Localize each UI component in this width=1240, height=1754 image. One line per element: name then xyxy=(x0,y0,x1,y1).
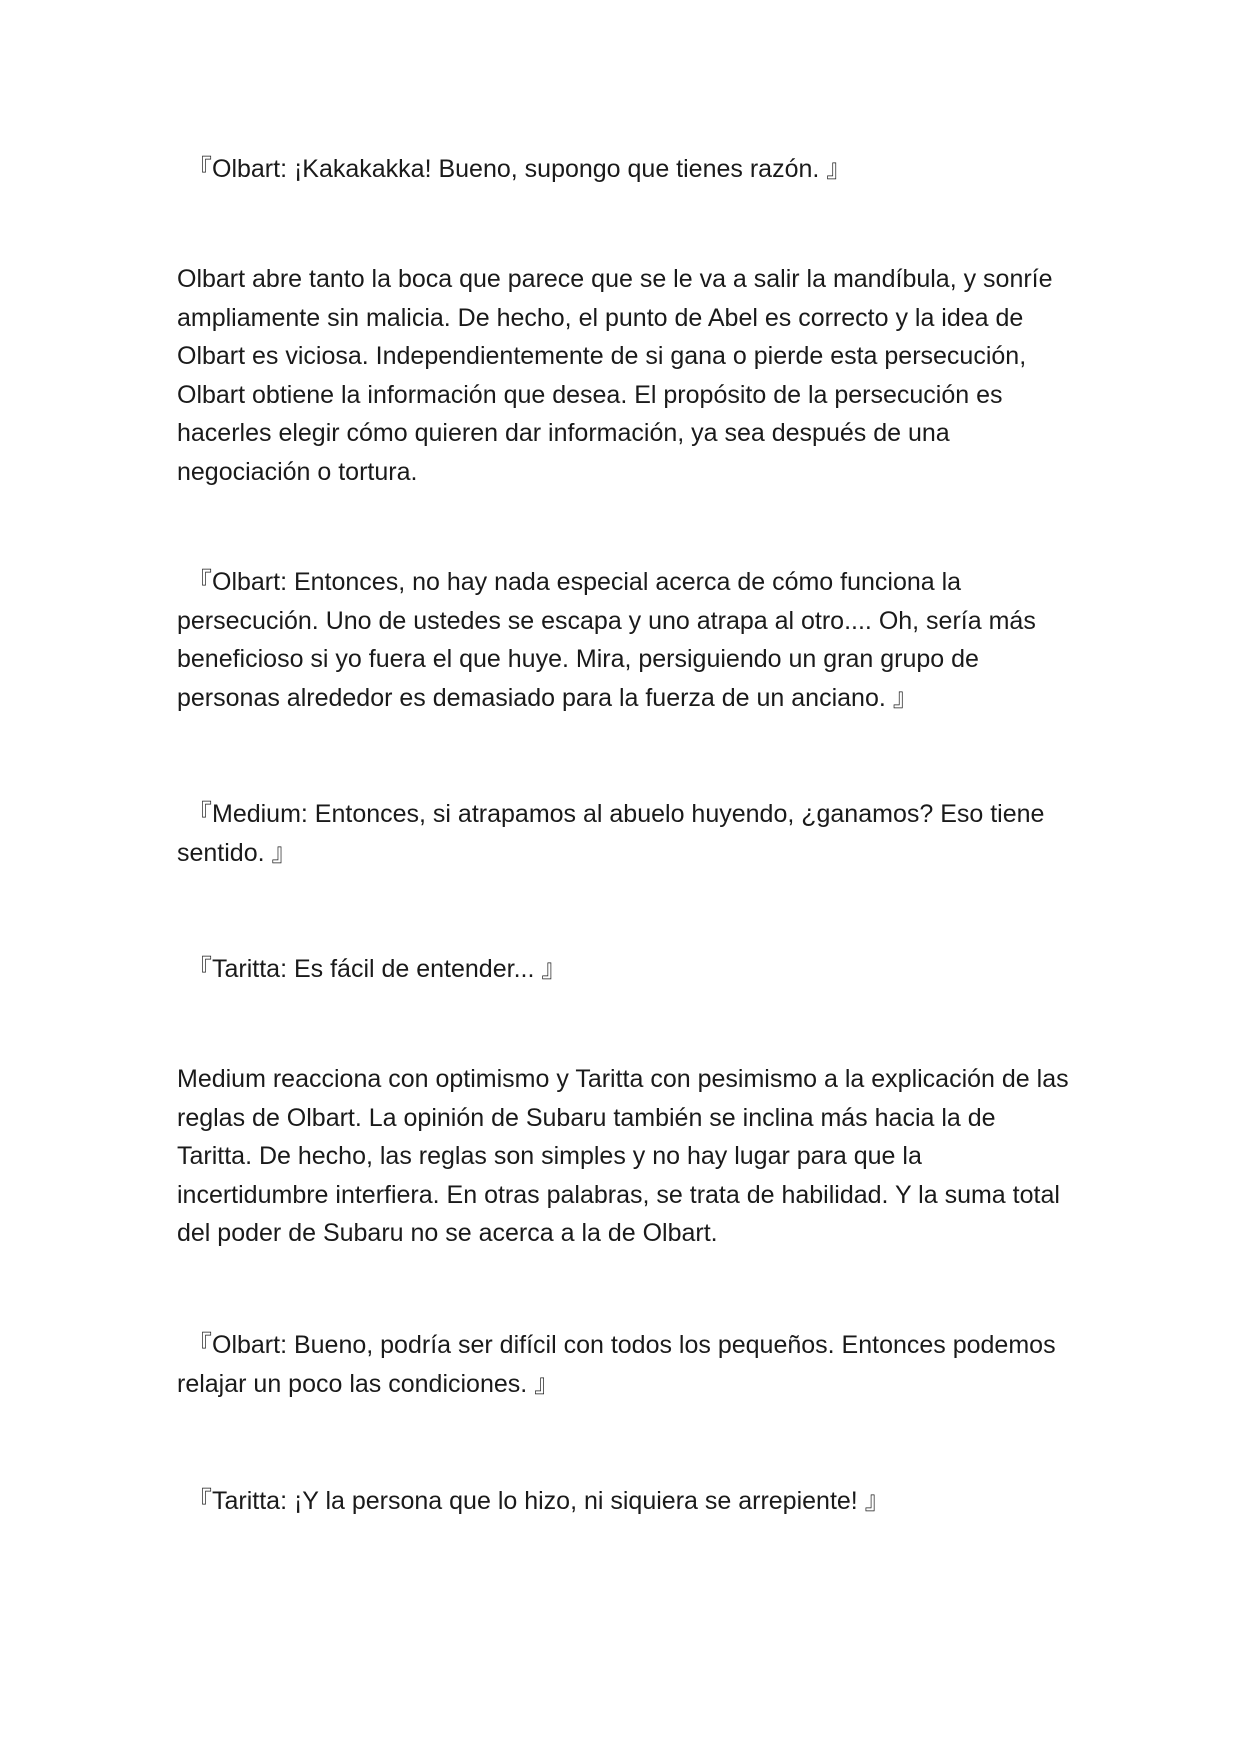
dialogue-paragraph: 『Taritta: Es fácil de entender... 』 xyxy=(187,955,567,983)
narration-paragraph: Medium reacciona con optimismo y Taritta con pesimismo a la explicación de las reglas de Olbart. La opinión de Subaru también se inclina más hacia la de Taritta. De hecho, las reglas son simples y no hay lugar para que la incertidumbre interfiera. En otras palabras, se trata de habilidad. Y la suma total del poder de Subaru no se acerca a la de Olbart. xyxy=(177,1065,1069,1247)
narration-paragraph: Olbart abre tanto la boca que parece que se le va a salir la mandíbula, y sonríe ampliamente sin malicia. De hecho, el punto de Abel es correcto y la idea de Olbart es viciosa. Independientemente de si gana o pierde esta persecución, Olbart obtiene la información que desea. El propósito de la persecución es hacerles elegir cómo quieren dar información, ya sea después de una negociación o tortura. xyxy=(177,265,1053,486)
dialogue-paragraph: 『Taritta: ¡Y la persona que lo hizo, ni siquiera se arrepiente! 』 xyxy=(187,1487,890,1515)
dialogue-paragraph: 『Olbart: Entonces, no hay nada especial acerca de cómo funciona la persecución. Uno de ustedes se escapa y uno atrapa al otro.... Oh, sería más beneficioso si yo fuera el que huye. Mira, persiguiendo un gran grupo de personas alrededor es demasiado para la fuerza de un anciano. 』 xyxy=(177,568,1036,712)
dialogue-paragraph: 『Olbart: Bueno, podría ser difícil con todos los pequeños. Entonces podemos relajar un poco las condiciones. 』 xyxy=(177,1331,1056,1398)
dialogue-paragraph: 『Olbart: ¡Kakakakka! Bueno, supongo que tienes razón. 』 xyxy=(187,155,852,183)
dialogue-paragraph: 『Medium: Entonces, si atrapamos al abuelo huyendo, ¿ganamos? Eso tiene sentido. 』 xyxy=(177,800,1045,867)
